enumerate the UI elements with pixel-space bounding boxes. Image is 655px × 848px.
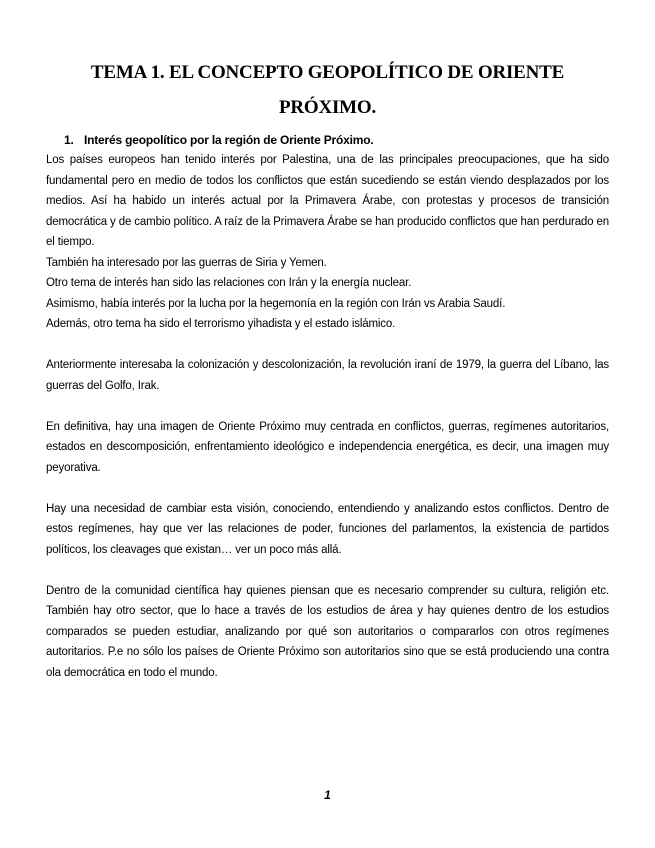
- paragraph-gap: [46, 335, 609, 356]
- document-body: [46, 150, 609, 683]
- paragraph: Otro tema de interés han sido las relaciones con Irán y la energía nuclear.: [46, 277, 412, 289]
- section-heading: [64, 132, 373, 148]
- paragraph: Además, otro tema ha sido el terrorismo yihadista y el estado islámico.: [46, 318, 396, 330]
- page-number: 1: [324, 788, 331, 802]
- paragraph: Hay una necesidad de cambiar esta visión, conociendo, entendiendo y analizando estos conflictos. Dentro de estos regímenes, hay que ver las relaciones de poder, funciones del parlamentos, la existencia de partidos políticos, los cleavages que existan… ver un poco más allá.: [46, 502, 609, 556]
- paragraph: Dentro de la comunidad científica hay quienes piensan que es necesario comprender su cultura, religión etc. También hay otro sector, que lo hace a través de los estudios de área y hay quienes dentro de los estudios comparados se pueden estudiar, analizando por qué son autoritarios o compararlos con otros regímenes autoritarios. P.e no sólo los países de Oriente Próximo son autoritarios sino que se está produciendo una contra ola democrática en todo el mundo.: [46, 584, 609, 679]
- paragraph-gap: [46, 396, 609, 417]
- document-title-line-2: PRÓXIMO.: [278, 97, 377, 118]
- document-title-line-1: TEMA 1. EL CONCEPTO GEOPOLÍTICO DE ORIENTE: [90, 62, 565, 83]
- paragraph: También ha interesado por las guerras de Siria y Yemen.: [46, 256, 327, 269]
- paragraph: Los países europeos han tenido interés por Palestina, una de las principales preocupaciones, que ha sido fundamental pero en medio de todos los conflictos que están sucediendo se están viendo desplazados por los medios. Así ha habido un interés actual por la Primavera Árabe, con protestas y procesos de transición democrática y de cambio político. A raíz de la Primavera Árabe se han producido conflictos que han perdurado en el tiempo.: [46, 154, 609, 248]
- paragraph: Anteriormente interesaba la colonización y descolonización, la revolución iraní de 1979, la guerra del Líbano, las guerras del Golfo, Irak.: [46, 359, 609, 392]
- paragraph-gap: [46, 478, 609, 499]
- paragraph-gap: [46, 560, 609, 581]
- section-number: 1.: [64, 133, 74, 147]
- paragraph: Asimismo, había interés por la lucha por la hegemonía en la región con Irán vs Arabia Saudí.: [46, 297, 506, 310]
- section-heading-text: Interés geopolítico por la región de Oriente Próximo.: [84, 133, 374, 147]
- paragraph: En definitiva, hay una imagen de Oriente Próximo muy centrada en conflictos, guerras, regímenes autoritarios, estados en descomposición, enfrentamiento ideológico e independencia energética, es decir, una imagen muy peyorativa.: [46, 420, 609, 474]
